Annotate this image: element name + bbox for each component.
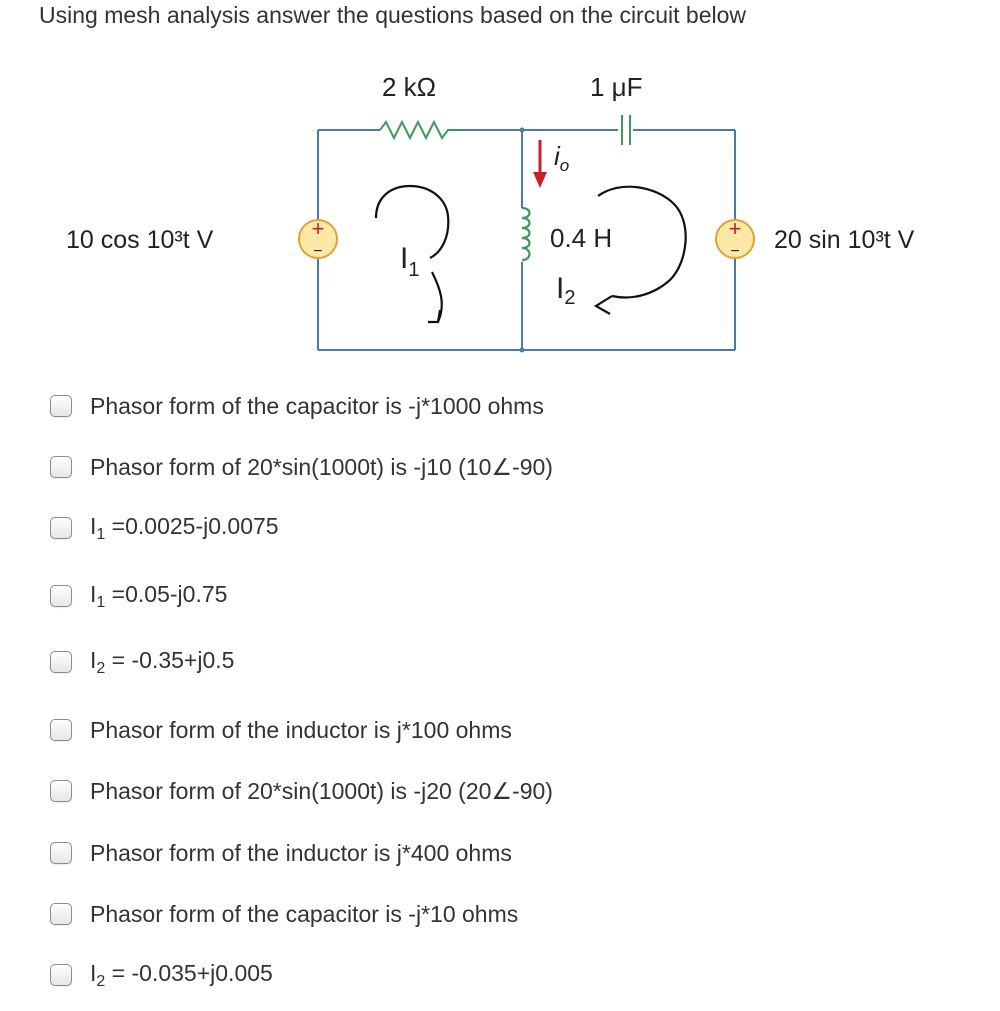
checkbox[interactable] [50,651,72,673]
option-label: $I_1 =0.05-j0.75$ [90,580,228,611]
option-i2-0.035[interactable] [50,958,273,992]
option-label: Phasor form of 20*sin(1000t) is -j10 (10∠-90) [90,453,553,480]
left-source-label: 10 cos 10³t V [66,226,214,254]
resistor-label: 2 kΩ [382,72,437,102]
option-i1-0.0025[interactable] [50,511,279,545]
checkbox[interactable] [50,842,72,864]
option-label: Phasor form of the inductor is j*400 ohms [90,839,512,866]
mesh1-loop-tail [428,272,442,322]
junction-bottom [520,348,525,353]
right-voltage-source [716,216,754,260]
junction-top [520,128,525,133]
option-source-j20[interactable] [50,774,553,808]
inductor-label: 0.4 H [550,223,613,253]
option-source-j10[interactable] [50,450,553,484]
checkbox[interactable] [50,585,72,607]
option-i2-0.35[interactable] [50,645,234,679]
option-inductor-j100[interactable] [50,713,512,747]
option-label: $I_2 = -0.35+j0.5$ [90,646,235,677]
option-capacitor-j10[interactable] [50,897,518,931]
option-i1-0.05[interactable] [50,579,227,613]
option-label: Phasor form of the capacitor is -j*10 ohms [90,900,519,927]
checkbox[interactable] [50,903,72,925]
svg-text:+: + [311,216,325,241]
checkbox[interactable] [50,780,72,802]
option-label: Phasor form of the inductor is j*100 ohms [90,716,512,743]
checkbox[interactable] [50,395,72,417]
checkbox[interactable] [50,719,72,741]
circuit-diagram [0,0,1000,380]
option-label: Phasor form of the capacitor is -j*1000 ohms [90,392,544,419]
checkbox[interactable] [50,964,72,986]
option-capacitor-j1000[interactable] [50,389,544,423]
mesh2-label: $I_2$ [556,272,576,309]
inductor-0.4h [522,208,530,260]
capacitor-label: 1 μF [590,72,643,102]
option-inductor-j400[interactable] [50,836,512,870]
circuit-wires [318,130,735,350]
capacitor-1uf [622,115,630,145]
svg-text:+: + [728,216,742,241]
question-text: Using mesh analysis answer the questions based on the circuit below [39,2,746,28]
mesh1-loop [376,186,448,258]
option-label: $I_2 = -0.035+j0.005$ [90,959,273,990]
io-label: $i_o$ [554,141,570,175]
right-source-label: 20 sin 10³t V [774,226,915,254]
checkbox[interactable] [50,517,72,539]
mesh1-label: $I_1$ [400,242,420,281]
svg-text:−: − [730,243,740,260]
svg-text:−: − [313,243,323,260]
mesh2-loop-arrow [596,296,612,314]
checkbox[interactable] [50,456,72,478]
io-arrow-head [533,172,547,188]
left-voltage-source [299,216,337,260]
option-label: $I_1 =0.0025-j0.0075$ [90,512,279,543]
option-label: Phasor form of 20*sin(1000t) is -j20 (20∠-90) [90,777,553,804]
resistor-2k [380,122,455,138]
